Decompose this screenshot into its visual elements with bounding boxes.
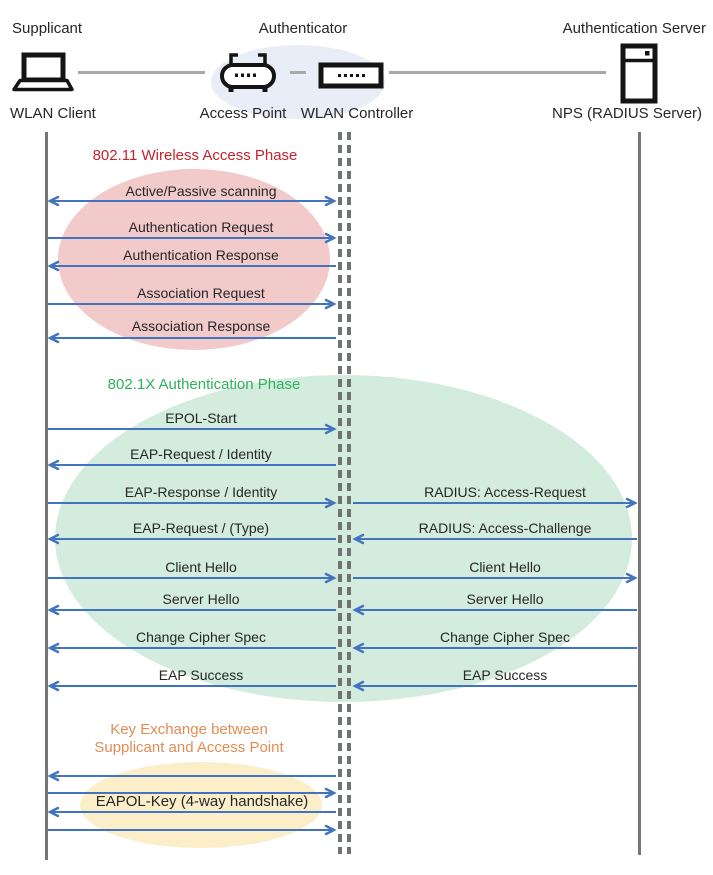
- message-label-authentication-response: Authentication Response: [123, 247, 279, 263]
- message-label-radius-access-challenge: RADIUS: Access-Challenge: [418, 520, 592, 536]
- device-label-nps-radius-server: NPS (RADIUS Server): [552, 105, 703, 122]
- device-label-access-point: Access Point: [199, 105, 287, 122]
- message-label-radius-access-request: RADIUS: Access-Request: [424, 484, 586, 500]
- phase-title-key-exchange-line2: Supplicant and Access Point: [94, 739, 284, 756]
- message-label-eap-success-right: EAP Success: [462, 667, 548, 683]
- message-label-client-hello-right: Client Hello: [469, 559, 541, 575]
- message-label-eap-request-type: EAP-Request / (Type): [132, 520, 270, 536]
- phase-title-8021x: 802.1X Authentication Phase: [107, 376, 301, 393]
- role-label-authentication-server: Authentication Server: [562, 20, 706, 37]
- message-label-association-request: Association Request: [137, 285, 265, 301]
- message-label-eap-response-identity: EAP-Response / Identity: [124, 484, 278, 500]
- role-label-authenticator: Authenticator: [258, 20, 348, 37]
- message-label-change-cipher-spec-left: Change Cipher Spec: [136, 629, 266, 645]
- message-label-eap-request-identity: EAP-Request / Identity: [130, 446, 272, 462]
- message-label-association-response: Association Response: [131, 318, 271, 334]
- phase-title-80211: 802.11 Wireless Access Phase: [92, 147, 298, 164]
- device-label-wlan-controller: WLAN Controller: [300, 105, 414, 122]
- message-label-eapol-key: EAPOL-Key (4-way handshake): [95, 793, 309, 810]
- message-label-eap-success-left: EAP Success: [158, 667, 244, 683]
- phase-title-key-exchange-line1: Key Exchange between: [110, 721, 268, 738]
- message-label-server-hello-left: Server Hello: [162, 591, 240, 607]
- message-label-authentication-request: Authentication Request: [128, 219, 274, 235]
- message-label-change-cipher-spec-right: Change Cipher Spec: [440, 629, 570, 645]
- device-label-wlan-client: WLAN Client: [10, 105, 96, 122]
- message-label-server-hello-right: Server Hello: [466, 591, 544, 607]
- message-label-epol-start: EPOL-Start: [165, 410, 237, 426]
- message-label-scanning: Active/Passive scanning: [125, 183, 277, 199]
- role-label-supplicant: Supplicant: [12, 20, 83, 37]
- message-label-client-hello-left: Client Hello: [165, 559, 237, 575]
